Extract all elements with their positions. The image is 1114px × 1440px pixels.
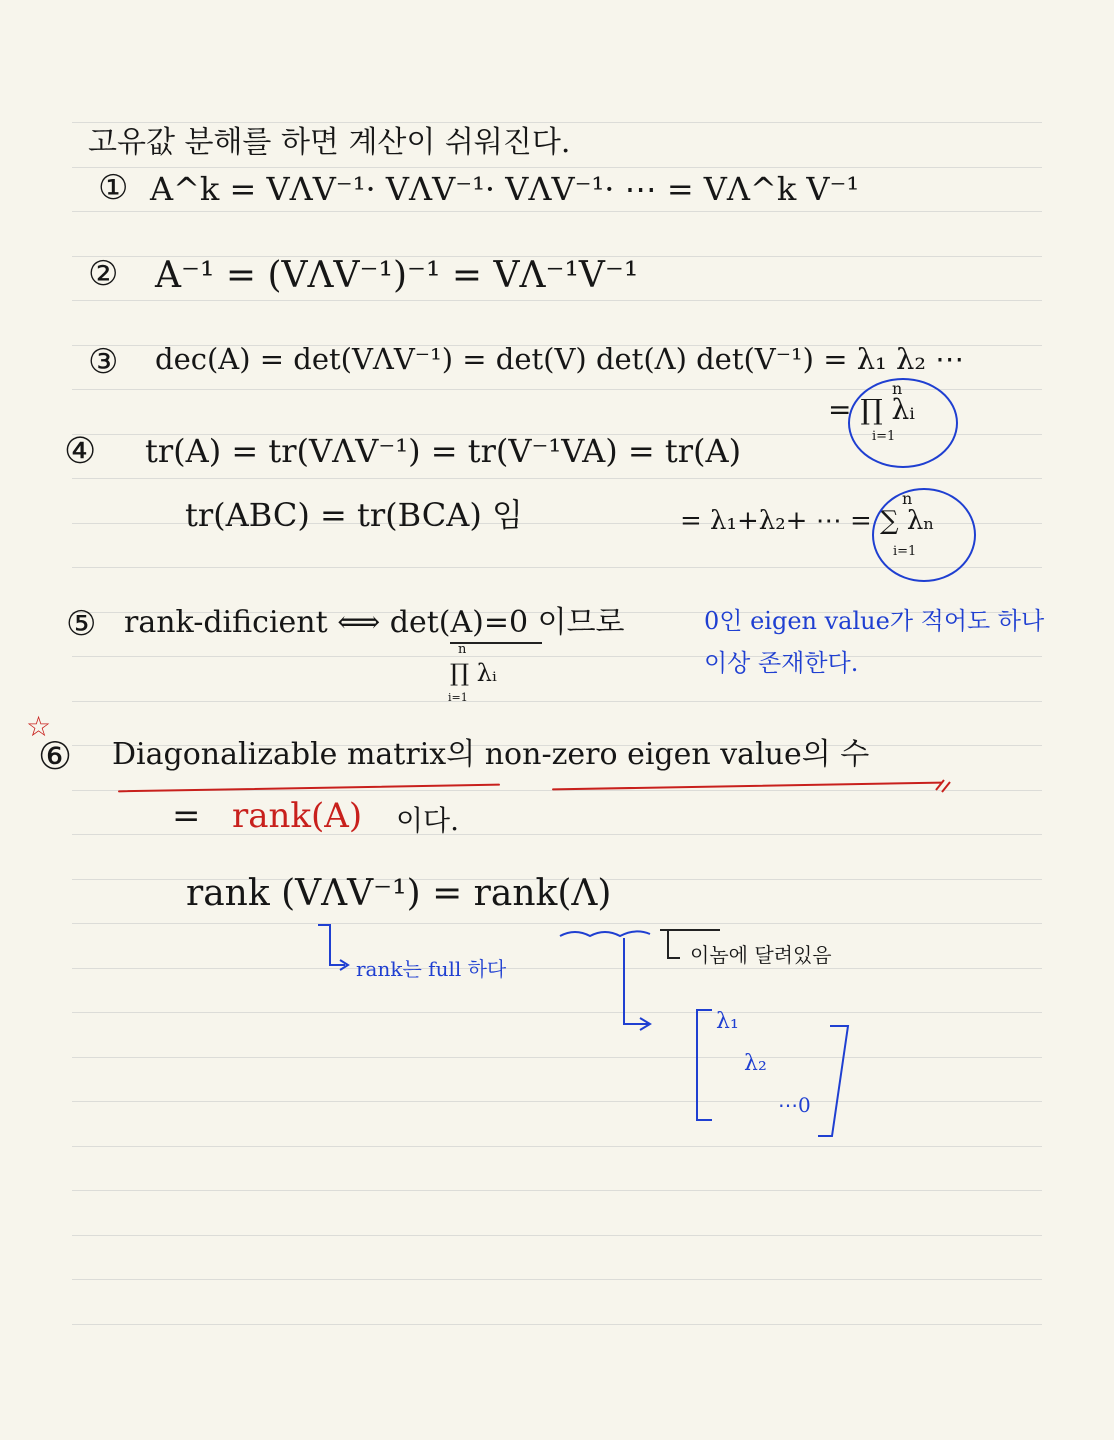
item3-product-sup: n — [892, 379, 903, 398]
item4-sum-sup: n — [902, 489, 913, 508]
item4-number: ④ — [64, 431, 97, 472]
item4-equation: tr(A) = tr(VΛV⁻¹) = tr(V⁻¹VA) = tr(A) — [145, 432, 742, 470]
item1-equation: A^k = VΛV⁻¹· VΛV⁻¹· VΛV⁻¹· ⋯ = VΛ^k V⁻¹ — [150, 170, 860, 208]
item5-number: ⑤ — [66, 604, 97, 644]
matrix-lambda1: λ₁ — [716, 1009, 739, 1034]
heading: 고유값 분해를 하면 계산이 쉬워진다. — [88, 125, 571, 160]
item2-number: ② — [88, 254, 119, 294]
item5-blue-note-2: 이상 존재한다. — [704, 649, 859, 677]
matrix-lambda2: λ₂ — [744, 1051, 767, 1076]
item3-product-sub: i=1 — [872, 429, 896, 444]
item6-rank: rank(A) — [232, 796, 363, 836]
item4-sum-sub: i=1 — [893, 544, 917, 559]
item3-equation: dec(A) = det(VΛV⁻¹) = det(V) det(Λ) det(V⁻¹) = λ₁ λ₂ ⋯ — [155, 342, 965, 376]
item4-cyclic: tr(ABC) = tr(BCA) 임 — [185, 496, 523, 534]
item6-text: Diagonalizable matrix의 non-zero eigen value의 수 — [112, 737, 870, 772]
item5-product-sup: n — [458, 642, 467, 657]
item5-text: rank-dificient ⟺ det(A)=0 이므로 — [124, 605, 625, 640]
item3-number: ③ — [88, 342, 119, 382]
matrix-dots-zero: ⋯0 — [778, 1093, 811, 1117]
item6-number: ⑥ — [38, 734, 73, 778]
item6-end: 이다. — [396, 804, 459, 837]
item5-product: ∏ λᵢ — [450, 659, 497, 687]
item5-product-sub: i=1 — [448, 691, 468, 704]
star-mark: ☆ — [26, 710, 52, 743]
item1-number: ① — [98, 168, 129, 208]
item6-equals: = — [172, 796, 201, 836]
rank-equation: rank (VΛV⁻¹) = rank(Λ) — [186, 873, 612, 914]
item4-sum: = λ₁+λ₂+ ⋯ = ∑ λₙ — [680, 506, 935, 536]
note-full-rank: rank는 full 하다 — [356, 957, 507, 981]
item2-equation: A⁻¹ = (VΛV⁻¹)⁻¹ = VΛ⁻¹V⁻¹ — [155, 255, 639, 296]
item5-blue-note: 0인 eigen value가 적어도 하나 — [704, 607, 1045, 635]
item3-product: = ∏ λᵢ — [828, 393, 915, 426]
note-depends-lambda: 이놈에 달려있음 — [690, 943, 832, 967]
